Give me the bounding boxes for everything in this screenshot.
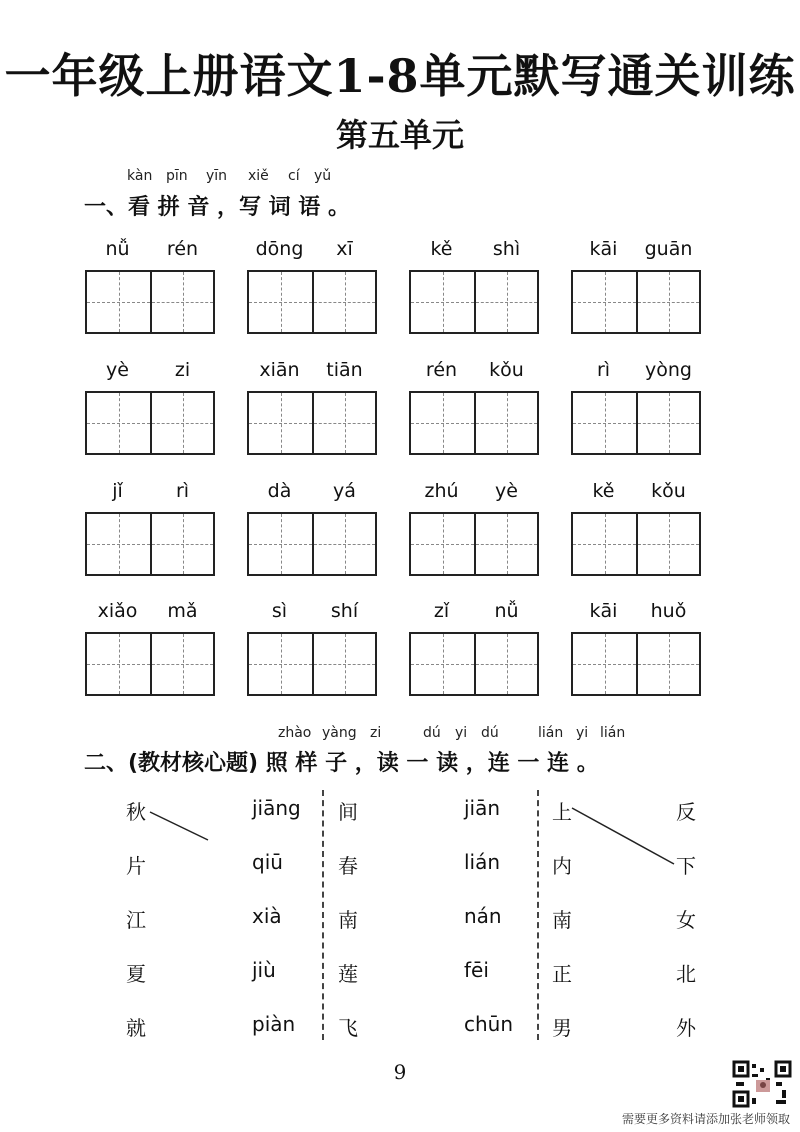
word-pinyin-first: kāi (589, 600, 618, 622)
section2-pinyin-syllable: lián (538, 725, 564, 741)
word-pinyin-second: kǒu (651, 480, 686, 502)
word-pinyin-second: yá (333, 480, 356, 502)
match-pinyin[interactable]: xià (252, 904, 282, 928)
match-pinyin[interactable]: lián (464, 850, 501, 874)
word-pinyin-second: nǚ (494, 600, 519, 622)
match-char[interactable]: 春 (338, 854, 358, 878)
word-pinyin-second: shí (330, 600, 359, 622)
word-pinyin-second: guān (644, 238, 693, 260)
match-pinyin[interactable]: qiū (252, 850, 283, 874)
section2-pinyin-syllable: dú (481, 725, 499, 741)
page-number: 9 (393, 1060, 407, 1084)
word-pinyin-first: xiān (259, 359, 300, 381)
word-pinyin-first: dōng (255, 238, 304, 260)
word-pinyin-second: huǒ (650, 600, 687, 622)
word-pinyin-first: kāi (589, 238, 618, 260)
section2-pinyin-syllable: dú (423, 725, 441, 741)
word-pinyin-first: jǐ (112, 480, 123, 502)
section2-pinyin-syllable: lián (600, 725, 626, 741)
match-char-left[interactable]: 上 (552, 800, 572, 824)
section2-heading: 二、(教材核心题) 照 样 子 ，读 一 读 ，连 一 连 。 (84, 751, 599, 776)
match-char-right[interactable]: 女 (676, 908, 696, 932)
match-pinyin[interactable]: jiān (464, 796, 501, 820)
word-pinyin-first: nǚ (105, 238, 130, 260)
match-char-right[interactable]: 北 (676, 962, 696, 986)
match-char-left[interactable]: 男 (552, 1016, 572, 1040)
match-pinyin[interactable]: nán (464, 904, 502, 928)
word-pinyin-first: rì (596, 359, 611, 381)
word-pinyin-second: yè (495, 480, 518, 502)
word-pinyin-first: zǐ (433, 600, 450, 622)
word-pinyin-second: xī (336, 238, 353, 260)
match-char[interactable]: 夏 (126, 962, 146, 986)
word-pinyin-first: dà (267, 480, 292, 502)
word-pinyin-second: rì (175, 480, 190, 502)
word-pinyin-first: xiǎo (97, 600, 138, 622)
section1-pinyin-syllable: kàn (127, 168, 153, 184)
word-pinyin-second: tiān (326, 359, 363, 381)
word-pinyin-second: yòng (645, 359, 692, 381)
match-char[interactable]: 片 (126, 854, 146, 878)
match-char-right[interactable]: 反 (676, 800, 696, 824)
page-title: 一年级上册语文1-8单元默写通关训练 (4, 49, 796, 103)
word-pinyin-second: mǎ (167, 600, 198, 622)
match-char-right[interactable]: 外 (676, 1016, 696, 1040)
word-pinyin-first: yè (106, 359, 129, 381)
section1-pinyin-syllable: cí (288, 168, 300, 184)
word-pinyin-first: kě (430, 238, 453, 260)
example-line-2 (572, 808, 674, 864)
match-char[interactable]: 飞 (338, 1016, 358, 1040)
match-char-left[interactable]: 南 (552, 908, 572, 932)
section2-pinyin-syllable: yàng (322, 725, 357, 741)
word-pinyin-first: zhú (424, 480, 459, 502)
match-char-left[interactable]: 正 (552, 962, 572, 986)
word-pinyin-second: shì (492, 238, 521, 260)
match-pinyin[interactable]: piàn (252, 1012, 296, 1036)
match-pinyin[interactable]: chūn (464, 1012, 514, 1036)
match-char[interactable]: 莲 (338, 962, 358, 986)
qr-code-icon (732, 1060, 792, 1108)
section2-pinyin-syllable: zi (370, 725, 382, 741)
example-line-1 (150, 812, 208, 840)
section2-pinyin-syllable: zhào (278, 725, 312, 741)
match-char[interactable]: 秋 (126, 800, 146, 824)
section1-heading: 一、看 拼 音 ，写 词 语 。 (84, 195, 350, 220)
word-pinyin-second: zi (174, 359, 191, 381)
match-char-left[interactable]: 内 (552, 854, 572, 878)
word-pinyin-second: rén (166, 238, 199, 260)
match-char[interactable]: 江 (126, 908, 146, 932)
match-char[interactable]: 间 (338, 800, 358, 824)
match-char[interactable]: 南 (338, 908, 358, 932)
section2-pinyin-syllable: yi (455, 725, 468, 741)
section1-pinyin-syllable: yīn (206, 168, 228, 184)
word-pinyin-first: rén (425, 359, 458, 381)
section1-pinyin-syllable: xiě (248, 168, 269, 184)
section2-pinyin-syllable: yi (576, 725, 589, 741)
footer-note: 需要更多资料请添加张老师领取 (621, 1112, 790, 1126)
word-pinyin-first: kě (592, 480, 615, 502)
unit-title: 第五单元 (335, 116, 464, 154)
word-pinyin-second: kǒu (489, 359, 524, 381)
match-pinyin[interactable]: jiù (252, 958, 276, 982)
match-char-right[interactable]: 下 (676, 854, 696, 878)
match-char[interactable]: 就 (126, 1016, 146, 1040)
word-pinyin-first: sì (271, 600, 288, 622)
section1-pinyin-syllable: yǔ (314, 168, 332, 184)
match-pinyin[interactable]: fēi (464, 958, 489, 982)
match-pinyin[interactable]: jiāng (252, 796, 301, 820)
section1-pinyin-syllable: pīn (166, 168, 188, 184)
